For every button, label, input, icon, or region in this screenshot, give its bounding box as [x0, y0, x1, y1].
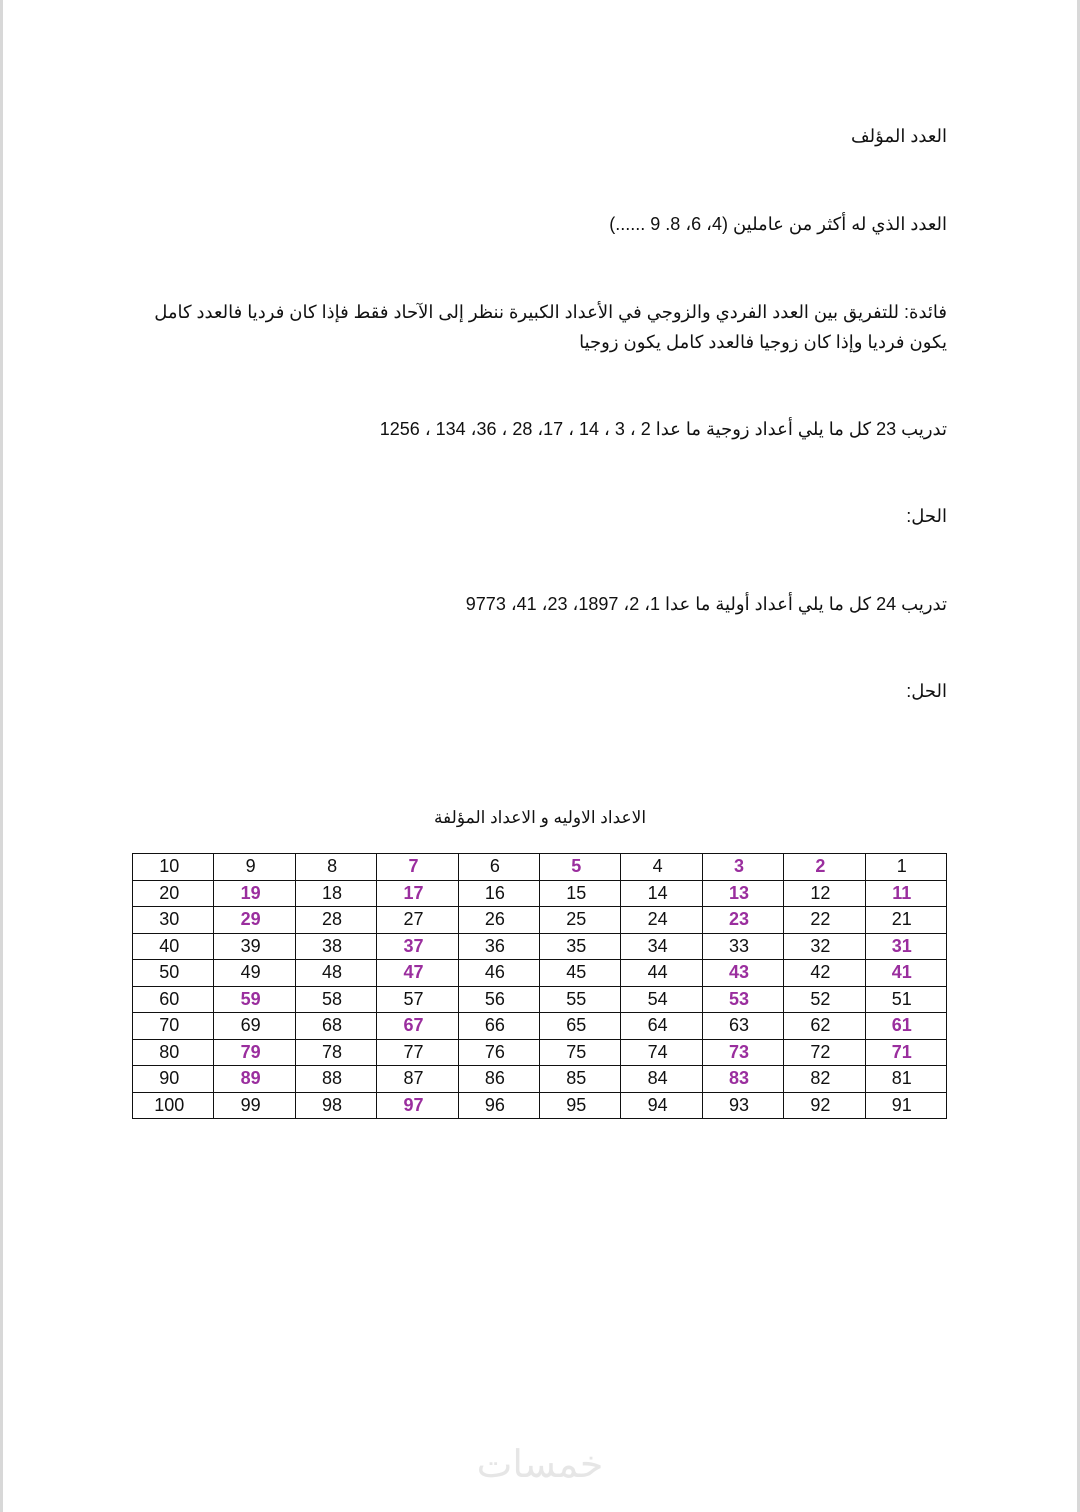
- number-cell: 78: [295, 1039, 376, 1066]
- prime-number-cell: 41: [865, 960, 946, 987]
- number-cell: 49: [214, 960, 295, 987]
- prime-number-cell: 47: [377, 960, 458, 987]
- number-cell: 65: [540, 1013, 621, 1040]
- prime-number-cell: 13: [702, 880, 783, 907]
- number-cell: 69: [214, 1013, 295, 1040]
- table-row: [133, 986, 947, 1013]
- number-cell: 68: [295, 1013, 376, 1040]
- number-cell: 21: [865, 907, 946, 934]
- prime-number-cell: 79: [214, 1039, 295, 1066]
- prime-number-cell: 2: [784, 854, 865, 881]
- number-cell: 72: [784, 1039, 865, 1066]
- prime-number-cell: 71: [865, 1039, 946, 1066]
- number-cell: 82: [784, 1066, 865, 1093]
- tip-paragraph: فائدة: للتفريق بين العدد الفردي والزوجي في الأعداد الكبيرة ننظر إلى الآحاد فقط فإذا كان فرديا فالعدد كامل يكون فرديا وإذا كان زوجيا فالعدد كامل يكون زوجيا: [154, 302, 947, 352]
- number-cell: 8: [295, 854, 376, 881]
- prime-number-cell: 61: [865, 1013, 946, 1040]
- number-cell: 38: [295, 933, 376, 960]
- number-cell: 14: [621, 880, 702, 907]
- number-cell: 75: [540, 1039, 621, 1066]
- table-row: [133, 907, 947, 934]
- number-cell: 28: [295, 907, 376, 934]
- prime-number-cell: 89: [214, 1066, 295, 1093]
- number-cell: 42: [784, 960, 865, 987]
- number-cell: 50: [133, 960, 214, 987]
- number-cell: 36: [458, 933, 539, 960]
- heading: العدد المؤلف: [851, 126, 947, 146]
- table-row: [133, 933, 947, 960]
- prime-number-cell: 5: [540, 854, 621, 881]
- prime-number-cell: 59: [214, 986, 295, 1013]
- number-cell: 57: [377, 986, 458, 1013]
- page-edge-left: [0, 0, 3, 1512]
- number-cell: 74: [621, 1039, 702, 1066]
- number-cell: 1: [865, 854, 946, 881]
- number-cell: 35: [540, 933, 621, 960]
- exercise-23: تدريب 23 كل ما يلي أعداد زوجية ما عدا 2 ، 3 ، 14 ، 17، 28 ، 36، 134 ، 1256: [379, 419, 947, 439]
- number-cell: 24: [621, 907, 702, 934]
- exercise-24: تدريب 24 كل ما يلي أعداد أولية ما عدا 1، 2، 1897، 23، 41، 9773: [465, 594, 947, 614]
- number-cell: 4: [621, 854, 702, 881]
- number-cell: 96: [458, 1092, 539, 1119]
- number-cell: 81: [865, 1066, 946, 1093]
- number-cell: 33: [702, 933, 783, 960]
- number-cell: 94: [621, 1092, 702, 1119]
- number-cell: 80: [133, 1039, 214, 1066]
- number-cell: 95: [540, 1092, 621, 1119]
- prime-number-cell: 23: [702, 907, 783, 934]
- prime-number-cell: 7: [377, 854, 458, 881]
- table-row: [133, 960, 947, 987]
- number-cell: 85: [540, 1066, 621, 1093]
- number-cell: 98: [295, 1092, 376, 1119]
- number-cell: 70: [133, 1013, 214, 1040]
- number-cell: 44: [621, 960, 702, 987]
- number-cell: 25: [540, 907, 621, 934]
- prime-number-cell: 11: [865, 880, 946, 907]
- number-cell: 9: [214, 854, 295, 881]
- number-cell: 90: [133, 1066, 214, 1093]
- number-cell: 26: [458, 907, 539, 934]
- number-cell: 6: [458, 854, 539, 881]
- prime-number-cell: 3: [702, 854, 783, 881]
- prime-number-cell: 29: [214, 907, 295, 934]
- number-cell: 76: [458, 1039, 539, 1066]
- table-row: [133, 1039, 947, 1066]
- number-cell: 92: [784, 1092, 865, 1119]
- number-cell: 20: [133, 880, 214, 907]
- number-cell: 66: [458, 1013, 539, 1040]
- table-row: [133, 1092, 947, 1119]
- prime-number-cell: 97: [377, 1092, 458, 1119]
- number-cell: 10: [133, 854, 214, 881]
- number-cell: 64: [621, 1013, 702, 1040]
- number-cell: 88: [295, 1066, 376, 1093]
- numbers-table: [132, 853, 947, 1119]
- solution-label-2: الحل:: [906, 681, 947, 701]
- table-caption: الاعداد الاوليه و الاعداد المؤلفة: [433, 808, 647, 827]
- table-row: [133, 854, 947, 881]
- number-cell: 91: [865, 1092, 946, 1119]
- number-cell: 27: [377, 907, 458, 934]
- number-cell: 100: [133, 1092, 214, 1119]
- number-cell: 12: [784, 880, 865, 907]
- prime-number-cell: 43: [702, 960, 783, 987]
- table-row: [133, 1013, 947, 1040]
- number-cell: 46: [458, 960, 539, 987]
- watermark-logo: خمسات: [476, 1444, 604, 1486]
- number-cell: 60: [133, 986, 214, 1013]
- number-cell: 86: [458, 1066, 539, 1093]
- prime-number-cell: 67: [377, 1013, 458, 1040]
- number-cell: 77: [377, 1039, 458, 1066]
- prime-number-cell: 83: [702, 1066, 783, 1093]
- number-cell: 40: [133, 933, 214, 960]
- number-cell: 55: [540, 986, 621, 1013]
- number-cell: 58: [295, 986, 376, 1013]
- number-cell: 52: [784, 986, 865, 1013]
- number-cell: 93: [702, 1092, 783, 1119]
- number-cell: 30: [133, 907, 214, 934]
- prime-number-cell: 19: [214, 880, 295, 907]
- number-cell: 99: [214, 1092, 295, 1119]
- number-cell: 84: [621, 1066, 702, 1093]
- prime-number-cell: 37: [377, 933, 458, 960]
- number-cell: 18: [295, 880, 376, 907]
- table-row: [133, 1066, 947, 1093]
- solution-label-1: الحل:: [906, 506, 947, 526]
- prime-number-cell: 73: [702, 1039, 783, 1066]
- number-cell: 63: [702, 1013, 783, 1040]
- prime-number-cell: 53: [702, 986, 783, 1013]
- number-cell: 54: [621, 986, 702, 1013]
- number-cell: 56: [458, 986, 539, 1013]
- prime-number-cell: 31: [865, 933, 946, 960]
- number-cell: 34: [621, 933, 702, 960]
- number-cell: 15: [540, 880, 621, 907]
- number-cell: 51: [865, 986, 946, 1013]
- number-cell: 45: [540, 960, 621, 987]
- number-cell: 16: [458, 880, 539, 907]
- number-cell: 22: [784, 907, 865, 934]
- number-cell: 62: [784, 1013, 865, 1040]
- number-cell: 48: [295, 960, 376, 987]
- definition: العدد الذي له أكثر من عاملين (4، 6، 8. 9 ......): [609, 214, 947, 234]
- prime-number-cell: 17: [377, 880, 458, 907]
- table-row: [133, 880, 947, 907]
- number-cell: 32: [784, 933, 865, 960]
- number-cell: 87: [377, 1066, 458, 1093]
- number-cell: 39: [214, 933, 295, 960]
